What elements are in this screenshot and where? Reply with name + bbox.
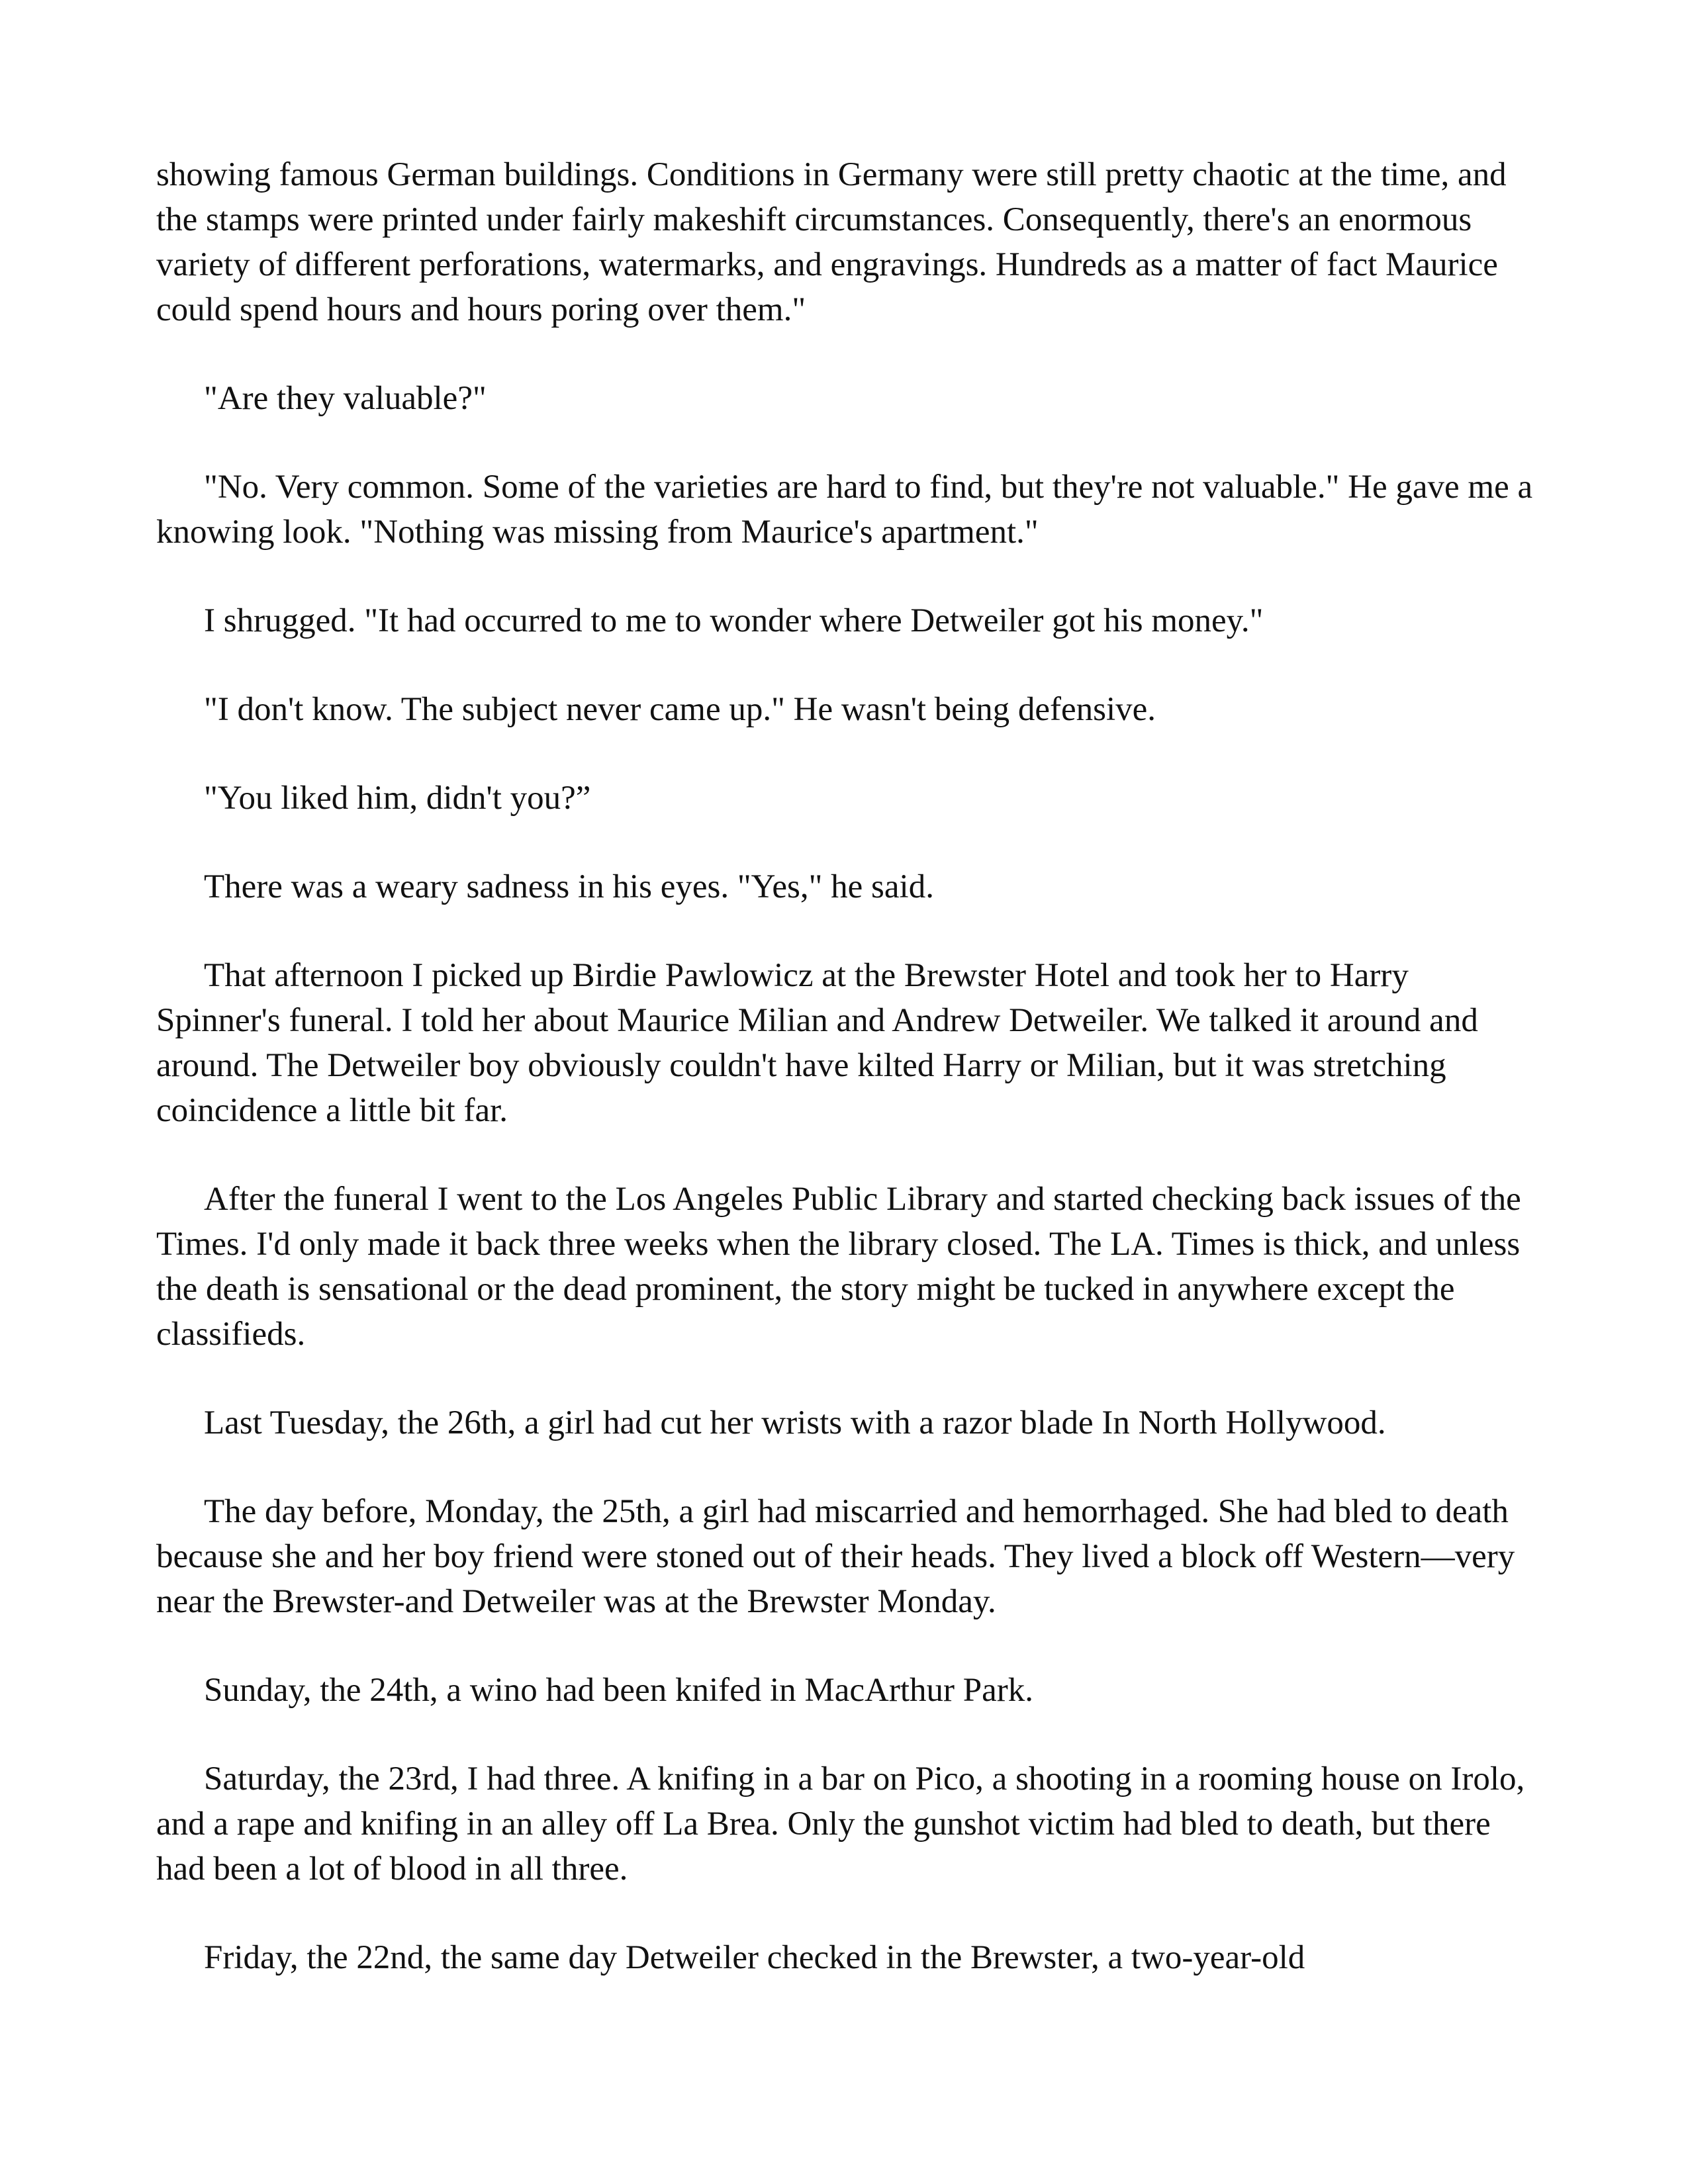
paragraph-stamps-continuation: showing famous German buildings. Conditions in Germany were still pretty chaotic at the time, and the stamps were printed under fairly makeshift circumstances. Consequently, there's an enormous variety of different perforations, watermarks, and engravings. Hundreds as a matter of fact Maurice could spend hours and hours poring over them." [156, 156, 1507, 328]
page-text-body [156, 152, 1540, 1980]
paragraph-subject-never-came-up: "I don't know. The subject never came up." He wasn't being defensive. [204, 691, 1156, 728]
paragraph-weary-sadness: There was a weary sadness in his eyes. "Yes," he said. [204, 868, 934, 905]
paragraph-saturday-23rd: Saturday, the 23rd, I had three. A knifing in a bar on Pico, a shooting in a rooming house on Irolo, and a rape and knifing in an alley off La Brea. Only the gunshot victim had bled to death, but there had been a lot of blood in all three. [156, 1760, 1525, 1888]
paragraph-sunday-24th: Sunday, the 24th, a wino had been knifed in MacArthur Park. [204, 1672, 1033, 1709]
paragraph-friday-22nd: Friday, the 22nd, the same day Detweiler checked in the Brewster, a two-year-old [204, 1939, 1305, 1976]
paragraph-tuesday-26th: Last Tuesday, the 26th, a girl had cut her wrists with a razor blade In North Hollywood. [204, 1404, 1386, 1441]
paragraph-public-library: After the funeral I went to the Los Angeles Public Library and started checking back issues of the Times. I'd only made it back three weeks when the library closed. The LA. Times is thick, and unless the death is sensational or the dead prominent, the story might be tucked in anywhere except the classifieds. [156, 1181, 1521, 1353]
paragraph-shrugged: I shrugged. "It had occurred to me to wonder where Detweiler got his money." [204, 602, 1264, 639]
paragraph-funeral-birdie: That afternoon I picked up Birdie Pawlowicz at the Brewster Hotel and took her to Harry Spinner's funeral. I told her about Maurice Milian and Andrew Detweiler. We talked it around and around. The Detweiler boy obviously couldn't have kilted Harry or Milian, but it was stretching coincidence a little bit far. [156, 957, 1478, 1129]
paragraph-monday-25th: The day before, Monday, the 25th, a girl had miscarried and hemorrhaged. She had bled to death because she and her boy friend were stoned out of their heads. They lived a block off Western—very near the Brewster-and Detweiler was at the Brewster Monday. [156, 1493, 1515, 1620]
paragraph-very-common: "No. Very common. Some of the varieties are hard to find, but they're not valuable." He gave me a knowing look. "Nothing was missing from Maurice's apartment." [156, 469, 1533, 551]
paragraph-you-liked-him: "You liked him, didn't you?” [204, 780, 591, 817]
paragraph-are-they-valuable: "Are they valuable?" [204, 380, 487, 417]
